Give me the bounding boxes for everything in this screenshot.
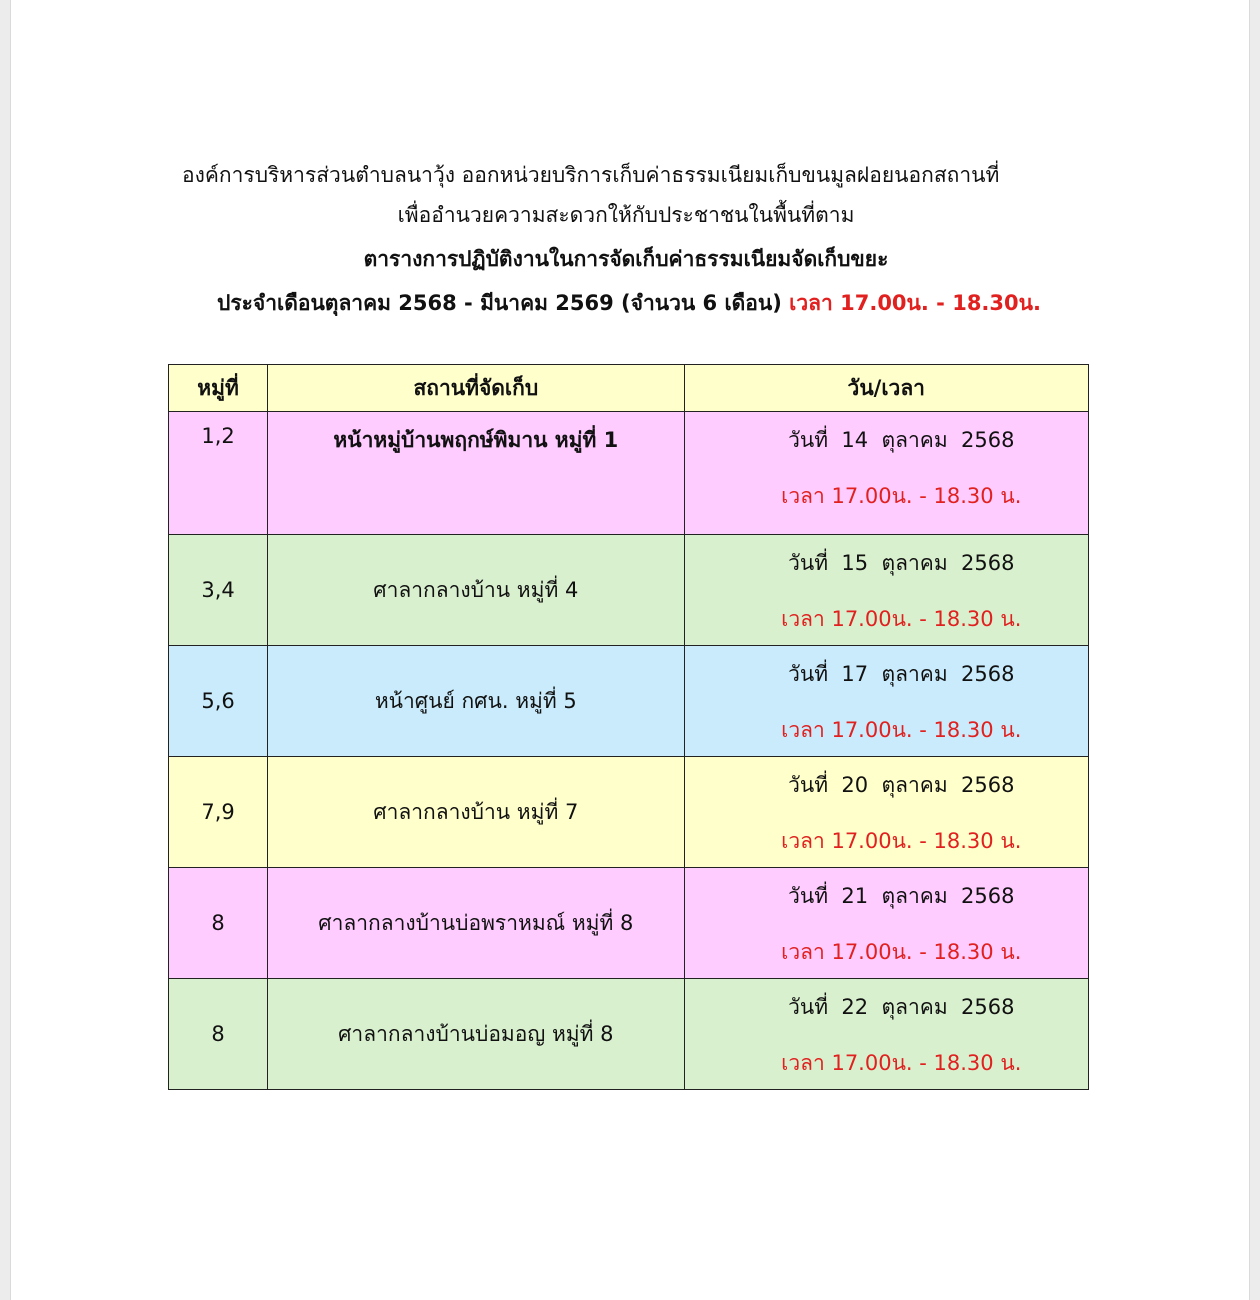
place-cell: หน้าหมู่บ้านพฤกษ์พิมาน หมู่ที่ 1 <box>268 412 684 535</box>
time-text: เวลา 17.00น. - 18.30 น. <box>781 607 1022 631</box>
place-cell: ศาลากลางบ้านบ่อพราหมณ์ หมู่ที่ 8 <box>268 868 684 979</box>
date-time-cell <box>684 979 1088 1090</box>
time-text: เวลา 17.00น. - 18.30 น. <box>781 1051 1022 1075</box>
date-text: วันที่ 17 ตุลาคม 2568 <box>788 662 1015 686</box>
date-text: วันที่ 22 ตุลาคม 2568 <box>788 995 1015 1019</box>
time-text: เวลา 17.00น. - 18.30 น. <box>781 484 1022 508</box>
place-cell: ศาลากลางบ้าน หมู่ที่ 4 <box>268 535 684 646</box>
date-text: วันที่ 20 ตุลาคม 2568 <box>788 773 1015 797</box>
moo-cell: 8 <box>169 979 268 1090</box>
moo-cell: 8 <box>169 868 268 979</box>
table-row <box>169 535 1089 646</box>
moo-cell: 7,9 <box>169 757 268 868</box>
period-text: ประจำเดือนตุลาคม 2568 - มีนาคม 2569 (จำนวน 6 เดือน) <box>217 291 790 315</box>
header-moo: หมู่ที่ <box>169 365 268 412</box>
page-right-edge <box>1249 0 1260 1300</box>
time-text: เวลา 17.00น. - 18.30 น. <box>781 829 1022 853</box>
moo-cell: 3,4 <box>169 535 268 646</box>
header-date-time: วัน/เวลา <box>684 365 1088 412</box>
header-line-1: องค์การบริหารส่วนตำบลนาวุ้ง ออกหน่วยบริการเก็บค่าธรรมเนียมเก็บขนมูลฝอยนอกสถานที่ <box>182 163 1000 187</box>
date-time-cell <box>684 412 1088 535</box>
table-row <box>169 757 1089 868</box>
date-text: วันที่ 14 ตุลาคม 2568 <box>788 428 1015 452</box>
header-place: สถานที่จัดเก็บ <box>268 365 684 412</box>
place-cell: หน้าศูนย์ กศน. หมู่ที่ 5 <box>268 646 684 757</box>
table-row <box>169 979 1089 1090</box>
moo-cell: 5,6 <box>169 646 268 757</box>
document-period <box>0 292 1258 314</box>
moo-cell: 1,2 <box>169 412 268 535</box>
date-time-cell <box>684 646 1088 757</box>
table-row <box>169 646 1089 757</box>
date-time-cell <box>684 868 1088 979</box>
table-row <box>169 868 1089 979</box>
date-time-cell <box>684 757 1088 868</box>
place-cell: ศาลากลางบ้าน หมู่ที่ 7 <box>268 757 684 868</box>
date-text: วันที่ 15 ตุลาคม 2568 <box>788 551 1015 575</box>
period-time: เวลา 17.00น. - 18.30น. <box>789 291 1041 315</box>
date-time-cell <box>684 535 1088 646</box>
collection-schedule-table <box>168 364 1089 1090</box>
date-text: วันที่ 21 ตุลาคม 2568 <box>788 884 1015 908</box>
page-left-edge <box>0 0 11 1300</box>
place-cell: ศาลากลางบ้านบ่อมอญ หมู่ที่ 8 <box>268 979 684 1090</box>
document-title: ตารางการปฏิบัติงานในการจัดเก็บค่าธรรมเนียมจัดเก็บขยะ <box>363 247 889 271</box>
table-header-row <box>169 365 1089 412</box>
time-text: เวลา 17.00น. - 18.30 น. <box>781 718 1022 742</box>
time-text: เวลา 17.00น. - 18.30 น. <box>781 940 1022 964</box>
header-line-2: เพื่ออำนวยความสะดวกให้กับประชาชนในพื้นที่ตาม <box>397 203 855 227</box>
table-row <box>169 412 1089 535</box>
